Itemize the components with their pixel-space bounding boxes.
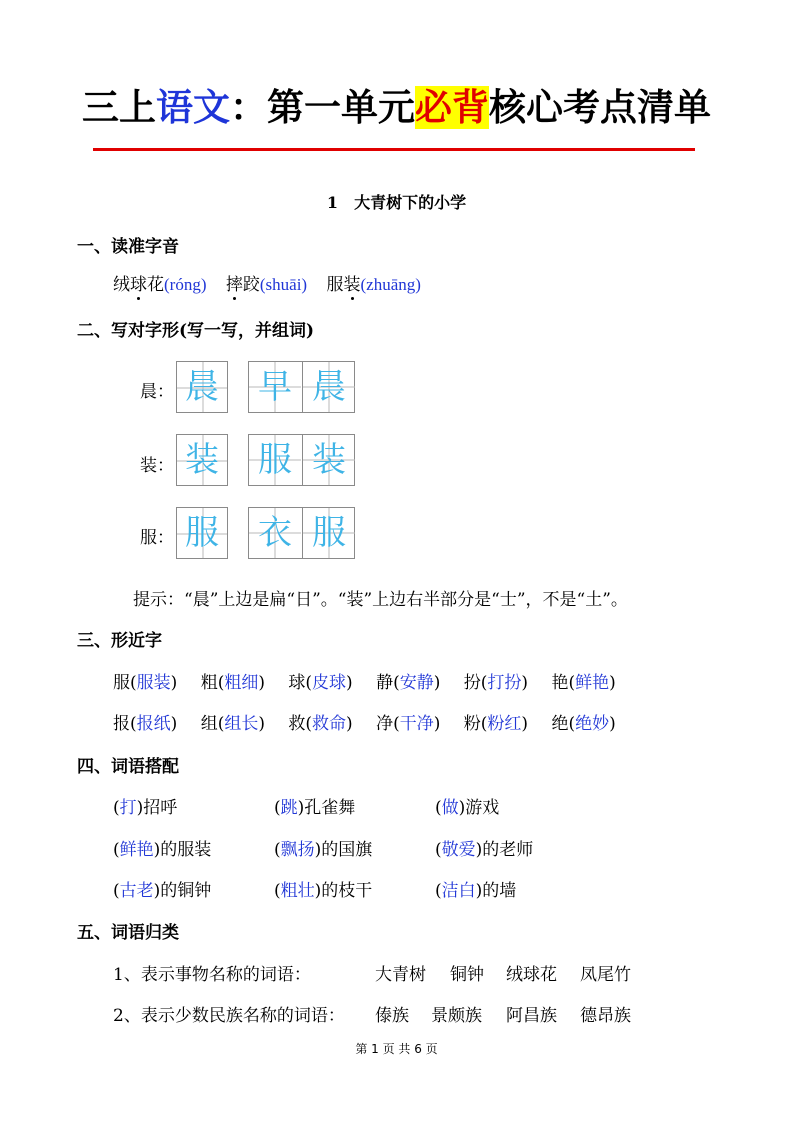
word-char: 服 — [249, 435, 301, 485]
pron-item: 摔跤(shuāi) — [225, 275, 308, 295]
pron-item: 服装(zhuāng) — [326, 275, 421, 295]
title-part5: 核心考点清单 — [489, 86, 711, 129]
section-heading-5: 五、词语归类 — [77, 923, 179, 943]
similar-item: 组(组长) — [200, 714, 265, 734]
classification-word: 德昂族 — [580, 1006, 631, 1026]
classification-word: 景颇族 — [431, 1006, 482, 1026]
writing-label: 装： — [140, 456, 174, 476]
collocation-item: (飘扬)的国旗 — [274, 840, 373, 860]
classification-word: 傣族 — [375, 1006, 409, 1026]
classification-word: 阿昌族 — [506, 1006, 557, 1026]
collocation-item: (跳)孔雀舞 — [274, 798, 356, 818]
title-part3: ：第一单元 — [230, 86, 415, 129]
collocation-item: (敬爱)的老师 — [435, 840, 534, 860]
collocation-item: (打)招呼 — [113, 798, 178, 818]
writing-char-box: 装 — [176, 434, 228, 486]
similar-item: 粉(粉红) — [463, 714, 529, 734]
title-highlight: 必背 — [415, 86, 489, 129]
page-title — [0, 80, 793, 136]
collocation-item: (洁白)的墙 — [435, 881, 517, 901]
classification-label: 1、表示事物名称的词语： — [113, 965, 311, 985]
writing-char-box: 服 — [176, 507, 228, 559]
word-char: 晨 — [302, 362, 355, 412]
word-char: 装 — [302, 435, 355, 485]
section-heading-4: 四、词语搭配 — [77, 757, 179, 777]
title-divider — [93, 148, 695, 151]
title-part1: 三上 — [82, 86, 156, 129]
collocation-item: (古老)的铜钟 — [113, 881, 212, 901]
word-char: 早 — [249, 362, 301, 412]
word-char: 衣 — [249, 508, 301, 558]
lesson-heading — [0, 190, 793, 213]
collocation-item: (做)游戏 — [435, 798, 500, 818]
pron-item: 绒球花(róng) — [113, 275, 207, 295]
similar-row-1 — [113, 668, 616, 693]
similar-item: 净(干净) — [376, 714, 441, 734]
section-heading-2: 二、写对字形(写一写，并组词) — [77, 321, 315, 341]
similar-item: 救(救命) — [288, 714, 353, 734]
lesson-number: 1 — [326, 193, 339, 212]
writing-word-box — [248, 434, 355, 486]
similar-item: 球(皮球) — [288, 673, 353, 693]
page-footer: 第 1 页 共 6 页 — [355, 1042, 438, 1056]
writing-word-box — [248, 361, 355, 413]
hint-text: 提示：“晨”上边是扁“日”。“装”上边右半部分是“士”，不是“土”。 — [133, 590, 628, 610]
pronunciation-line — [113, 270, 421, 295]
similar-item: 服(服装) — [113, 673, 178, 693]
classification-label: 2、表示少数民族名称的词语： — [113, 1006, 345, 1026]
collocation-item: (粗壮)的枝干 — [274, 881, 373, 901]
lesson-name: 大青树下的小学 — [354, 193, 467, 212]
section-heading-3: 三、形近字 — [77, 631, 162, 651]
section-heading-1: 一、读准字音 — [77, 237, 179, 257]
word-char: 服 — [302, 508, 355, 558]
classification-word: 大青树 — [375, 965, 426, 985]
similar-item: 艳(鲜艳) — [551, 673, 616, 693]
similar-item: 绝(绝妙) — [551, 714, 616, 734]
similar-item: 粗(粗细) — [200, 673, 265, 693]
collocation-item: (鲜艳)的服装 — [113, 840, 212, 860]
classification-word: 凤尾竹 — [580, 965, 631, 985]
writing-label: 晨： — [140, 382, 174, 402]
writing-char-box: 晨 — [176, 361, 228, 413]
similar-item: 扮(打扮) — [463, 673, 529, 693]
classification-word: 铜钟 — [450, 965, 484, 985]
similar-item: 静(安静) — [376, 673, 441, 693]
writing-label: 服： — [140, 528, 174, 548]
similar-item: 报(报纸) — [113, 714, 178, 734]
title-part2: 语文 — [156, 86, 230, 129]
similar-row-2 — [113, 709, 616, 734]
writing-word-box — [248, 507, 355, 559]
classification-word: 绒球花 — [506, 965, 557, 985]
